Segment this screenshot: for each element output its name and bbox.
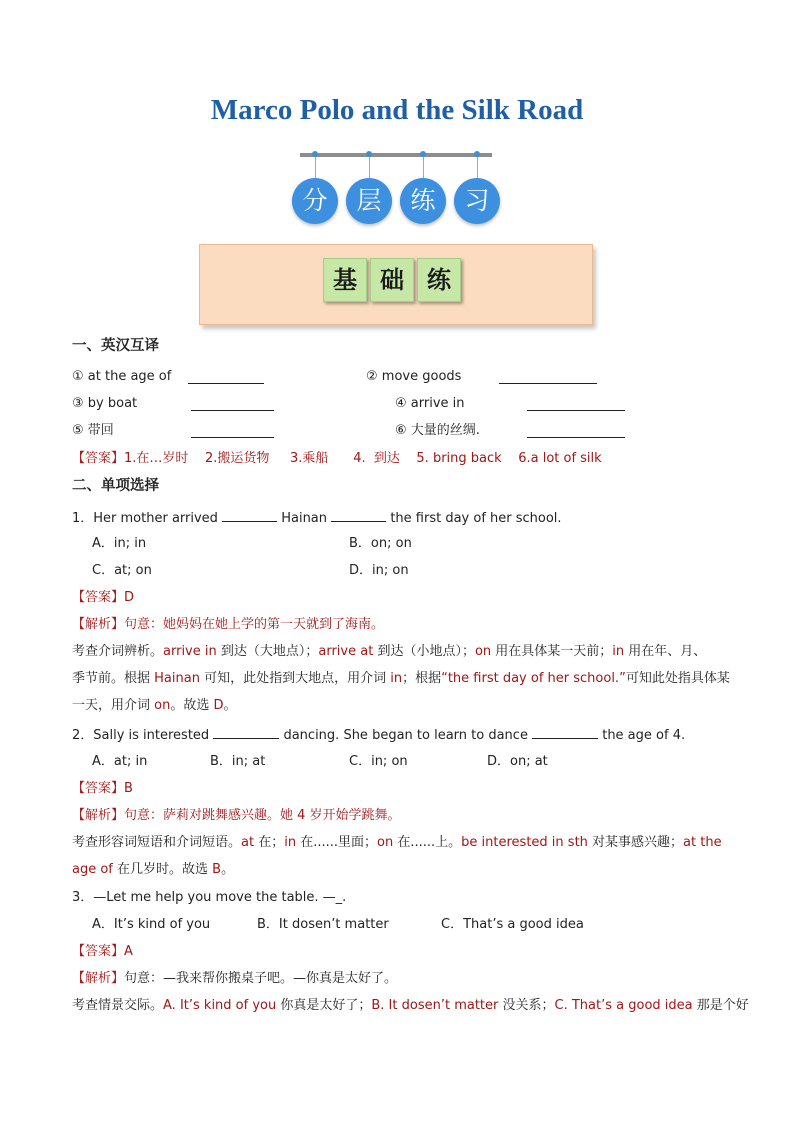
explanation-line bbox=[72, 671, 730, 687]
stem-part: the age of 4. bbox=[602, 728, 686, 743]
header-circle: 习 bbox=[454, 178, 500, 224]
answer-blank[interactable] bbox=[222, 509, 277, 522]
page-title: Marco Polo and the Silk Road bbox=[210, 94, 584, 126]
item-text: by boat bbox=[87, 396, 138, 411]
term: B bbox=[212, 862, 222, 877]
term: in bbox=[612, 644, 625, 659]
answer-blank[interactable] bbox=[213, 726, 279, 739]
term: “the first day of her school.” bbox=[441, 671, 626, 686]
text: 用在具体某一天前； bbox=[491, 644, 613, 659]
section-heading: 二、单项选择 bbox=[72, 478, 159, 494]
item-text: 大量的丝绸. bbox=[410, 423, 480, 438]
banner-chip: 础 bbox=[370, 258, 414, 302]
option-c[interactable]: C．at; on bbox=[92, 563, 152, 578]
option-a[interactable]: A．in; in bbox=[92, 536, 147, 551]
item-number: ⑥ bbox=[395, 423, 407, 438]
term: at bbox=[241, 835, 255, 850]
banner-chip: 练 bbox=[417, 258, 461, 302]
term: arrive at bbox=[318, 644, 374, 659]
answer-label: 【答案】 bbox=[72, 451, 125, 466]
item-number: ① bbox=[72, 369, 84, 384]
text: 到达（大地点）； bbox=[216, 644, 319, 659]
text: 你真是太好了； bbox=[276, 998, 372, 1013]
explanation-line bbox=[72, 835, 722, 851]
answer-line bbox=[72, 590, 134, 606]
text: 用在年、月、 bbox=[624, 644, 707, 659]
item-number: ③ bbox=[72, 396, 84, 411]
text: 可知此处指具体某 bbox=[625, 671, 730, 686]
text: 季节前。根据 bbox=[72, 671, 155, 686]
explanation-label: 【解析】 bbox=[72, 617, 125, 632]
item-number: ② bbox=[366, 369, 378, 384]
text: 。 bbox=[221, 862, 235, 877]
answer-value: B bbox=[124, 781, 133, 796]
header-circle: 练 bbox=[400, 178, 446, 224]
explanation-line bbox=[72, 698, 237, 714]
item-number: ④ bbox=[395, 396, 407, 411]
answer-value: A bbox=[124, 944, 133, 959]
vocab-item bbox=[395, 396, 465, 412]
term: C. That’s a good idea bbox=[554, 998, 693, 1013]
option-a[interactable]: A．It’s kind of you bbox=[92, 917, 211, 932]
explanation-text: 句意：—我来帮你搬桌子吧。—你真是太好了。 bbox=[124, 971, 398, 986]
term: on bbox=[474, 644, 492, 659]
hanger-string bbox=[369, 157, 370, 179]
answer-value: D bbox=[124, 590, 135, 605]
text: 考查介词辨析。 bbox=[72, 644, 164, 659]
question-stem: 3．—Let me help you move the table. —_. bbox=[72, 890, 347, 905]
stem-part: dancing. She began to learn to dance bbox=[283, 728, 528, 743]
explanation-label: 【解析】 bbox=[72, 971, 125, 986]
header-circle: 分 bbox=[292, 178, 338, 224]
option-b[interactable]: B．in; at bbox=[210, 754, 266, 769]
answer-blank[interactable] bbox=[532, 726, 598, 739]
vocab-item bbox=[395, 423, 480, 439]
term: at the bbox=[683, 835, 722, 850]
option-c[interactable]: C．in; on bbox=[349, 754, 408, 769]
text: 可知，此处指到大地点，用介词 bbox=[199, 671, 391, 686]
explanation-line bbox=[72, 808, 401, 824]
explanation-line bbox=[72, 617, 384, 633]
term: Hainan bbox=[154, 671, 200, 686]
text: 在几岁时。故选 bbox=[112, 862, 213, 877]
text: 对某事感兴趣； bbox=[587, 835, 684, 850]
text: 在； bbox=[254, 835, 285, 850]
section-heading: 一、英汉互译 bbox=[72, 338, 159, 354]
header-circle: 层 bbox=[346, 178, 392, 224]
hanger-string bbox=[423, 157, 424, 179]
text: 。 bbox=[223, 698, 237, 713]
text: 考查形容词短语和介词短语。 bbox=[72, 835, 242, 850]
hanger-string bbox=[315, 157, 316, 179]
answer-blank[interactable] bbox=[527, 410, 625, 411]
explanation-text: 句意：萨莉对跳舞感兴趣。她 4 岁开始学跳舞。 bbox=[124, 808, 401, 823]
term: A. It’s kind of you bbox=[163, 998, 277, 1013]
term: be interested in sth bbox=[461, 835, 588, 850]
explanation-line bbox=[72, 998, 749, 1014]
answer-blank[interactable] bbox=[191, 410, 274, 411]
item-text: 带回 bbox=[87, 423, 114, 438]
hanger-bar bbox=[300, 153, 492, 157]
stem-part: Hainan bbox=[281, 511, 328, 526]
item-text: at the age of bbox=[87, 369, 172, 384]
answer-blank[interactable] bbox=[188, 383, 264, 384]
answer-line bbox=[72, 451, 602, 467]
explanation-line bbox=[72, 971, 397, 987]
banner-chip: 基 bbox=[323, 258, 367, 302]
term: D bbox=[213, 698, 224, 713]
text: 考查情景交际。 bbox=[72, 998, 164, 1013]
explanation-text: 句意：她妈妈在她上学的第一天就到了海南。 bbox=[124, 617, 385, 632]
term: B. It dosen’t matter bbox=[371, 998, 499, 1013]
term: arrive in bbox=[163, 644, 217, 659]
option-d[interactable]: D．in; on bbox=[349, 563, 409, 578]
question-stem bbox=[72, 726, 685, 744]
term: in bbox=[390, 671, 403, 686]
explanation-line bbox=[72, 644, 706, 660]
question-stem bbox=[72, 509, 562, 527]
option-d[interactable]: D．on; at bbox=[487, 754, 548, 769]
answer-blank[interactable] bbox=[331, 509, 386, 522]
answer-label: 【答案】 bbox=[72, 590, 125, 605]
vocab-item bbox=[72, 396, 137, 412]
item-text: arrive in bbox=[410, 396, 465, 411]
option-b[interactable]: B．on; on bbox=[349, 536, 412, 551]
answer-text: 1.在…岁时 2.搬运货物 3.乘船 4. 到达 5. bring back 6.a lot of silk bbox=[124, 451, 602, 466]
term: on bbox=[154, 698, 171, 713]
answer-blank[interactable] bbox=[527, 437, 625, 438]
answer-blank[interactable] bbox=[191, 437, 274, 438]
text: 到达（小地点）； bbox=[373, 644, 475, 659]
stem-part: 1．Her mother arrived bbox=[72, 511, 218, 526]
stem-part: 2．Sally is interested bbox=[72, 728, 210, 743]
text: 。故选 bbox=[170, 698, 214, 713]
text: 在......上。 bbox=[393, 835, 462, 850]
explanation-line bbox=[72, 862, 234, 878]
stem-part: the first day of her school. bbox=[390, 511, 562, 526]
text: ；根据 bbox=[402, 671, 442, 686]
option-b[interactable]: B．It dosen’t matter bbox=[257, 917, 389, 932]
vocab-item bbox=[72, 369, 171, 385]
vocab-item bbox=[366, 369, 461, 385]
vocab-item bbox=[72, 423, 114, 439]
term: in bbox=[284, 835, 297, 850]
answer-line bbox=[72, 944, 133, 960]
text: 那是个好 bbox=[692, 998, 749, 1013]
answer-label: 【答案】 bbox=[72, 944, 125, 959]
text: 一天，用介词 bbox=[72, 698, 155, 713]
answer-blank[interactable] bbox=[499, 383, 597, 384]
explanation-label: 【解析】 bbox=[72, 808, 125, 823]
item-number: ⑤ bbox=[72, 423, 84, 438]
term: age of bbox=[72, 862, 113, 877]
hanger-string bbox=[477, 157, 478, 179]
item-text: move goods bbox=[381, 369, 462, 384]
term: on bbox=[377, 835, 394, 850]
text: 在......里面； bbox=[296, 835, 378, 850]
answer-line bbox=[72, 781, 133, 797]
option-a[interactable]: A．at; in bbox=[92, 754, 148, 769]
text: 没关系； bbox=[498, 998, 555, 1013]
answer-label: 【答案】 bbox=[72, 781, 125, 796]
option-c[interactable]: C．That’s a good idea bbox=[441, 917, 584, 932]
